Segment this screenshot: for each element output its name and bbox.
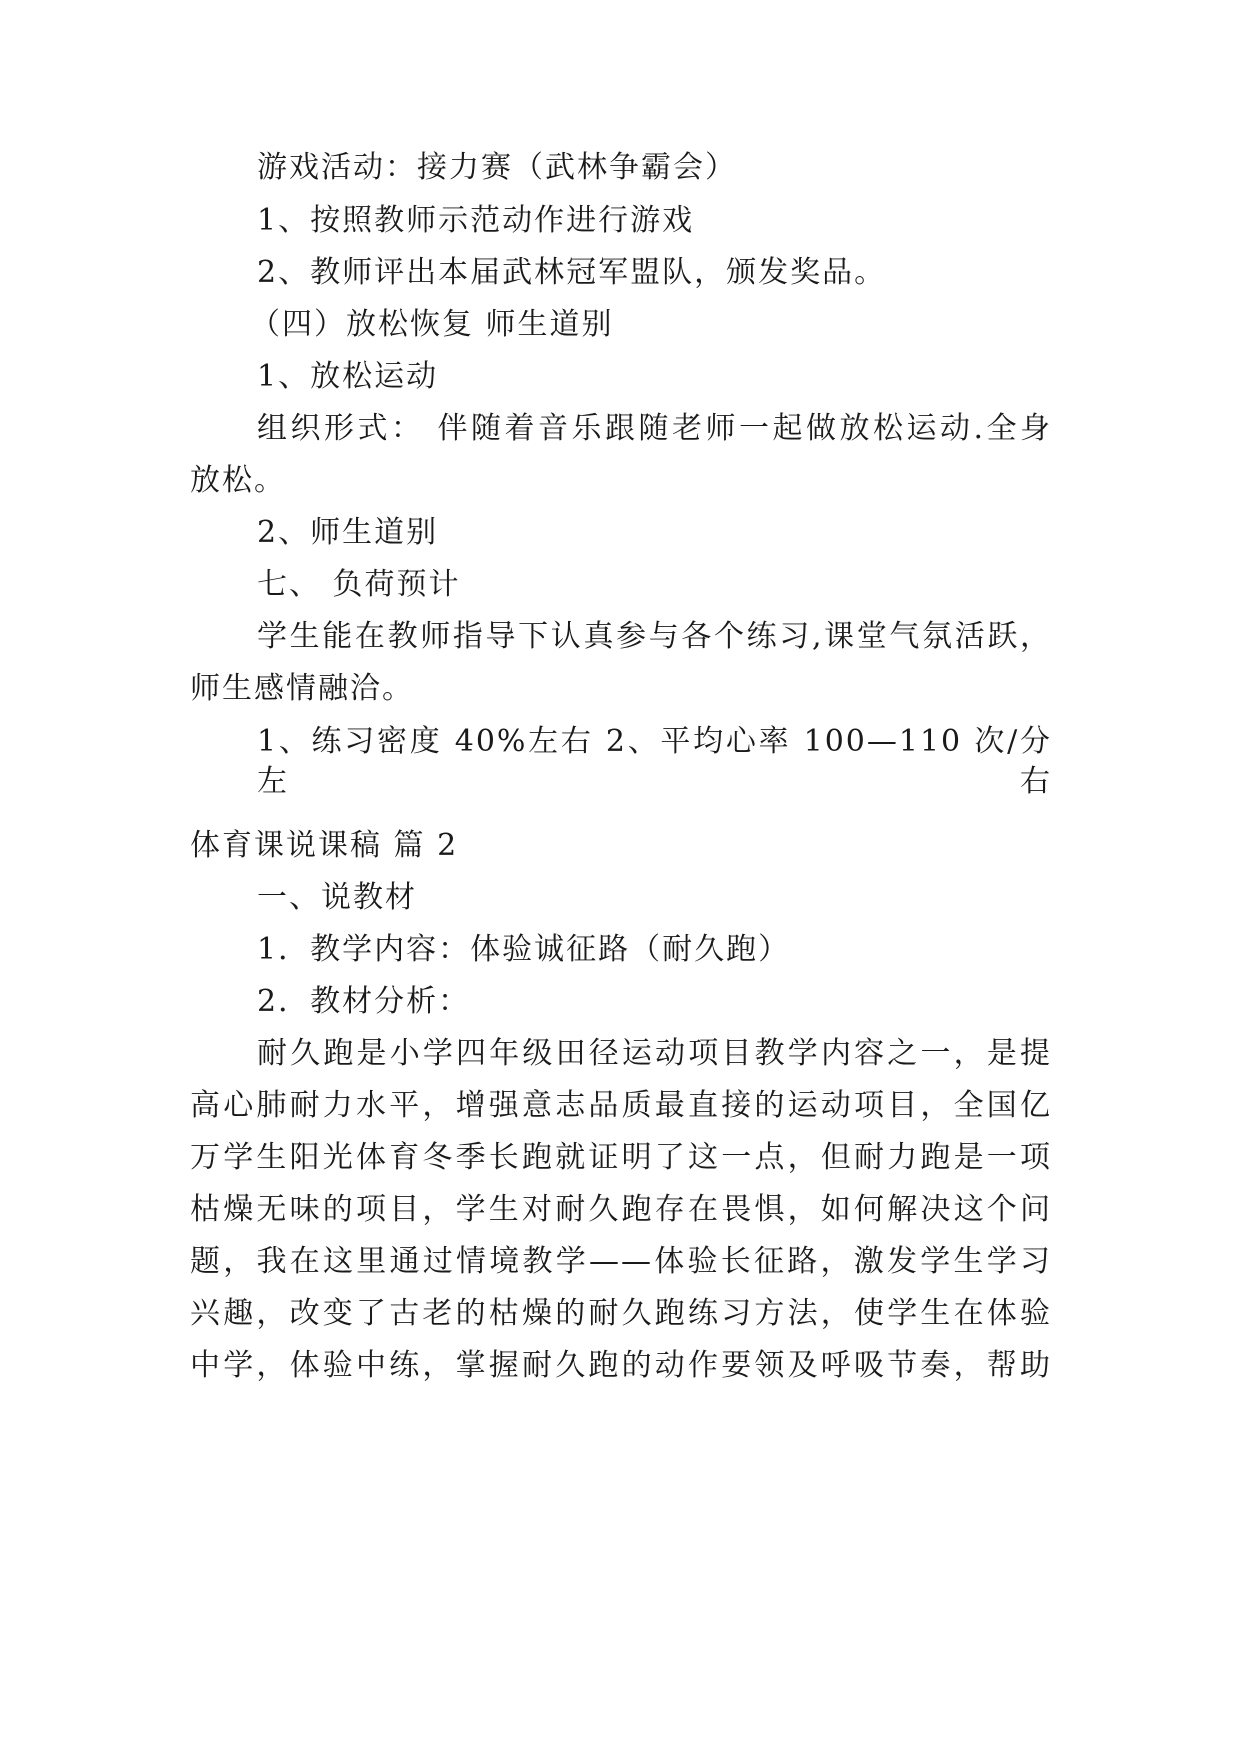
- paragraph-density: 1、练习密度 40%左右 2、平均心率 100—110 次/分左右: [257, 724, 1052, 799]
- paragraph-body: 耐久跑是小学四年级田径运动项目教学内容之一，是提: [257, 1036, 1052, 1071]
- paragraph-item: 1．教学内容：体验诚征路（耐久跑）: [257, 932, 791, 967]
- paragraph-body: 中学，体验中练，掌握耐久跑的动作要领及呼吸节奏，帮助: [190, 1348, 1052, 1383]
- paragraph-item: 1、放松运动: [257, 359, 439, 394]
- section-title: 体育课说课稿 篇 2: [190, 828, 459, 863]
- paragraph-continuation: 师生感情融洽。: [190, 671, 414, 706]
- paragraph-body: 题，我在这里通过情境教学——体验长征路，激发学生学习: [190, 1244, 1052, 1279]
- subheading-load: 七、 负荷预计: [257, 567, 461, 602]
- subheading-material: 一、说教材: [257, 880, 417, 915]
- paragraph-body: 高心肺耐力水平，增强意志品质最直接的运动项目，全国亿: [190, 1088, 1052, 1123]
- paragraph-body: 兴趣，改变了古老的枯燥的耐久跑练习方法，使学生在体验: [190, 1296, 1052, 1331]
- paragraph-game-activity: 游戏活动：接力赛（武林争霸会）: [257, 150, 737, 185]
- subheading-relax: （四）放松恢复 师生道别: [250, 307, 614, 342]
- paragraph-item: 1、按照教师示范动作进行游戏: [257, 203, 695, 238]
- paragraph-item: 2、教师评出本届武林冠军盟队，颁发奖品。: [257, 255, 887, 290]
- paragraph-item: 2．教材分析：: [257, 984, 471, 1019]
- paragraph-continuation: 放松。: [190, 463, 286, 498]
- paragraph-body: 万学生阳光体育冬季长跑就证明了这一点，但耐力跑是一项: [190, 1140, 1052, 1175]
- paragraph-students: 学生能在教师指导下认真参与各个练习,课堂气氛活跃，: [257, 619, 1052, 654]
- paragraph-item: 2、师生道别: [257, 515, 439, 550]
- paragraph-body: 枯燥无味的项目，学生对耐久跑存在畏惧，如何解决这个问: [190, 1192, 1052, 1227]
- paragraph-organization: 组织形式： 伴随着音乐跟随老师一起做放松运动.全身: [257, 411, 1052, 446]
